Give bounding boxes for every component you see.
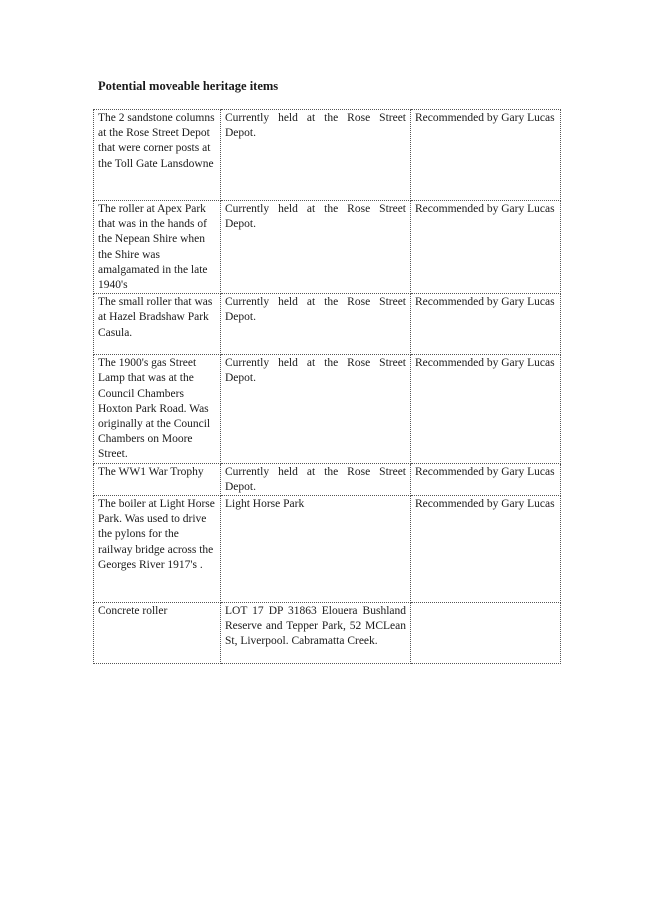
note-cell: Recommended by Gary Lucas [411, 463, 561, 495]
location-cell: Currently held at the Rose Street Depot. [221, 201, 411, 294]
heritage-table [93, 109, 561, 664]
note-cell [411, 603, 561, 664]
location-cell: Currently held at the Rose Street Depot. [221, 110, 411, 201]
item-cell: The WW1 War Trophy [94, 463, 221, 495]
note-cell: Recommended by Gary Lucas [411, 355, 561, 463]
table-row [94, 463, 561, 495]
table-row [94, 294, 561, 355]
location-cell: LOT 17 DP 31863 Elouera Bushland Reserve and Tepper Park, 52 MCLean St, Liverpool. Cabramatta Creek. [221, 603, 411, 664]
note-cell: Recommended by Gary Lucas [411, 294, 561, 355]
item-cell: Concrete roller [94, 603, 221, 664]
item-cell: The small roller that was at Hazel Bradshaw Park Casula. [94, 294, 221, 355]
table-row [94, 603, 561, 664]
location-cell: Currently held at the Rose Street Depot. [221, 294, 411, 355]
page-title: Potential moveable heritage items [98, 79, 279, 93]
table-row [94, 355, 561, 463]
location-cell: Currently held at the Rose Street Depot. [221, 463, 411, 495]
location-cell: Light Horse Park [221, 496, 411, 603]
note-cell: Recommended by Gary Lucas [411, 201, 561, 294]
table-row [94, 110, 561, 201]
item-cell: The 1900's gas Street Lamp that was at the Council Chambers Hoxton Park Road. Was originally at the Council Chambers on Moore Street. [94, 355, 221, 463]
item-cell: The 2 sandstone columns at the Rose Street Depot that were corner posts at the Toll Gate Lansdowne [94, 110, 221, 201]
table-row [94, 496, 561, 603]
item-cell: The roller at Apex Park that was in the hands of the Nepean Shire when the Shire was amalgamated in the late 1940's [94, 201, 221, 294]
location-cell: Currently held at the Rose Street Depot. [221, 355, 411, 463]
note-cell: Recommended by Gary Lucas [411, 496, 561, 603]
item-cell: The boiler at Light Horse Park. Was used to drive the pylons for the railway bridge across the Georges River 1917's . [94, 496, 221, 603]
note-cell: Recommended by Gary Lucas [411, 110, 561, 201]
table-row [94, 201, 561, 294]
